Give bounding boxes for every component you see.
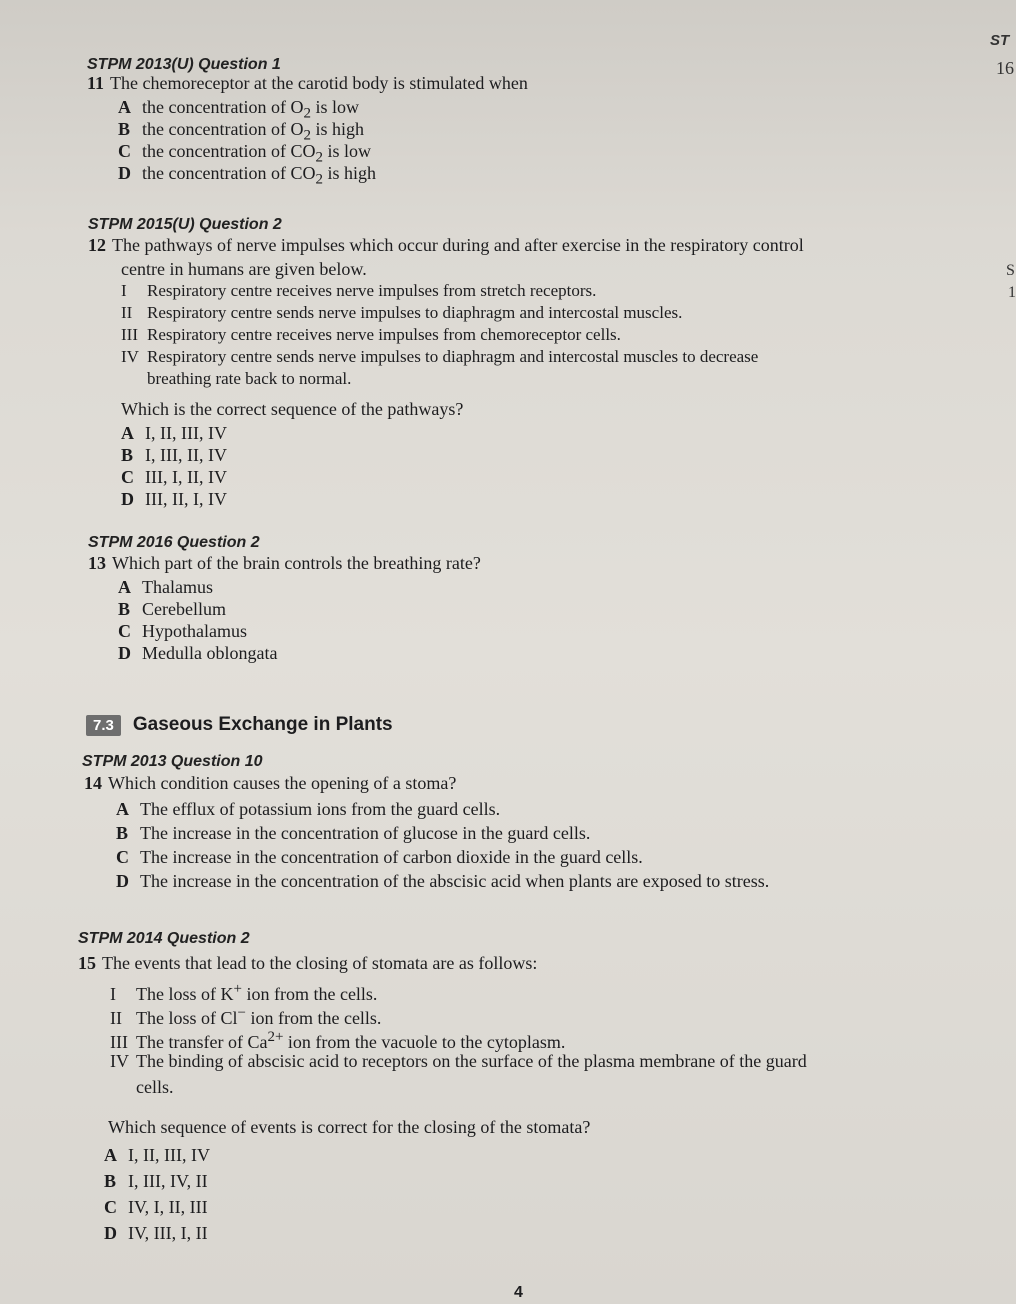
option-a: A I, II, III, IV bbox=[121, 423, 227, 443]
statement-iii: III The transfer of $Ca^{2+}$ ion from the vacuole to the cytoplasm. bbox=[110, 1029, 566, 1052]
question-text: Which part of the brain controls the breathing rate? bbox=[112, 553, 481, 573]
question-12-stem bbox=[88, 234, 804, 256]
question-text: Which condition causes the opening of a stoma? bbox=[108, 773, 457, 793]
question-source: STPM 2016 Question 2 bbox=[88, 534, 260, 551]
option-a: A The efflux of potassium ions from the guard cells. bbox=[116, 799, 501, 819]
section-title: Gaseous Exchange in Plants bbox=[132, 714, 393, 735]
statement-i: I Respiratory centre receives nerve impulses from stretch receptors. bbox=[121, 281, 597, 300]
option-b: B Cerebellum bbox=[118, 599, 226, 619]
option-c: C III, I, II, IV bbox=[121, 467, 227, 487]
question-number: 12 bbox=[88, 235, 106, 255]
section-number-badge: 7.3 bbox=[86, 715, 121, 736]
option-c: C Hypothalamus bbox=[118, 621, 247, 641]
question-text: The events that lead to the closing of stomata are as follows: bbox=[102, 953, 538, 973]
question-11-stem bbox=[87, 72, 528, 94]
statement-iv: IV The binding of abscisic acid to receptors on the surface of the plasma membrane of the guard bbox=[110, 1051, 807, 1071]
question-number: 15 bbox=[78, 953, 96, 973]
question-source: STPM 2013 Question 10 bbox=[82, 753, 263, 770]
question-number: 14 bbox=[84, 773, 102, 793]
option-c: C The increase in the concentration of carbon dioxide in the guard cells. bbox=[116, 847, 643, 867]
option-a: A I, II, III, IV bbox=[104, 1145, 210, 1165]
edge-fragment-one: 1 bbox=[1008, 284, 1016, 301]
statement-iv: IV Respiratory centre sends nerve impulses to diaphragm and intercostal muscles to decrease bbox=[121, 347, 759, 366]
option-d: D The increase in the concentration of the abscisic acid when plants are exposed to stress. bbox=[116, 871, 770, 891]
option-a: A the concentration of $O_2$ is low bbox=[118, 97, 359, 122]
question-source: STPM 2015(U) Question 2 bbox=[88, 216, 282, 233]
edge-fragment-s: S bbox=[1006, 262, 1015, 279]
statement-iv-cont: breathing rate back to normal. bbox=[147, 369, 352, 388]
page-number: 4 bbox=[514, 1284, 523, 1301]
statement-iii: III Respiratory centre receives nerve impulses from chemoreceptor cells. bbox=[121, 325, 621, 344]
question-15-stem bbox=[78, 952, 537, 974]
statement-ii: II The loss of Cl− ion from the cells. bbox=[110, 1005, 382, 1028]
question-number: 13 bbox=[88, 553, 106, 573]
question-source: STPM 2013(U) Question 1 bbox=[87, 56, 281, 73]
question-text: The pathways of nerve impulses which occur during and after exercise in the respiratory control bbox=[112, 235, 804, 255]
question-text-cont: centre in humans are given below. bbox=[121, 259, 367, 279]
option-d: D Medulla oblongata bbox=[118, 643, 278, 663]
question-prompt: Which is the correct sequence of the pathways? bbox=[121, 399, 464, 419]
option-d: D III, II, I, IV bbox=[121, 489, 227, 509]
question-14-stem bbox=[84, 772, 456, 794]
option-b: B The increase in the concentration of glucose in the guard cells. bbox=[116, 823, 591, 843]
option-d: D IV, III, I, II bbox=[104, 1223, 208, 1243]
option-c: C IV, I, II, III bbox=[104, 1197, 208, 1217]
option-b: B I, III, IV, II bbox=[104, 1171, 208, 1191]
option-c: C the concentration of $CO_2$ is low bbox=[118, 141, 371, 166]
question-13-stem bbox=[88, 552, 481, 574]
statement-iv-cont: cells. bbox=[136, 1077, 174, 1097]
question-source: STPM 2014 Question 2 bbox=[78, 930, 250, 947]
question-number: 11 bbox=[87, 73, 105, 93]
question-prompt: Which sequence of events is correct for the closing of the stomata? bbox=[108, 1117, 591, 1137]
section-heading bbox=[86, 714, 393, 736]
edge-fragment-num: 16 bbox=[996, 58, 1014, 78]
statement-ii: II Respiratory centre sends nerve impulses to diaphragm and intercostal muscles. bbox=[121, 303, 683, 322]
option-b: B the concentration of $O_2$ is high bbox=[118, 119, 364, 144]
option-d: D the concentration of $CO_2$ is high bbox=[118, 163, 376, 188]
edge-fragment-st: ST bbox=[990, 32, 1010, 49]
statement-i: I The loss of K+ ion from the cells. bbox=[110, 981, 378, 1004]
option-a: A Thalamus bbox=[118, 577, 213, 597]
option-b: B I, III, II, IV bbox=[121, 445, 227, 465]
question-text: The chemoreceptor at the carotid body is stimulated when bbox=[110, 73, 528, 93]
